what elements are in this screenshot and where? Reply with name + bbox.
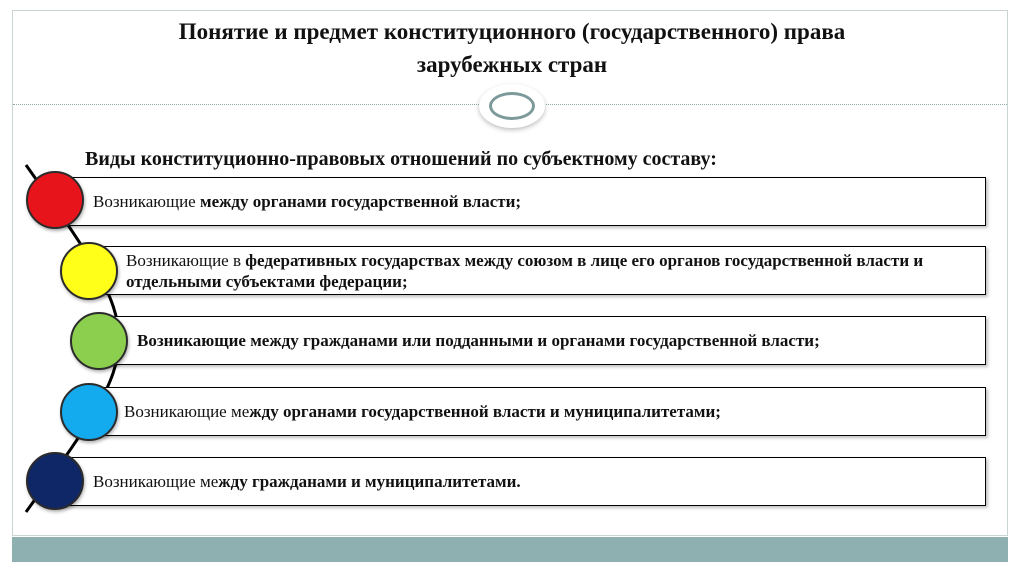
yellow-circle-marker [60,242,118,300]
list-item-5 [44,457,986,506]
list-item-1-lead: Возникающие [93,192,200,211]
navy-circle-marker [26,452,84,510]
list-item-3-rest: Возникающие между гражданами или подданными и органами государственной власти; [137,331,820,350]
list-item-5-rest: жду гражданами и муниципалитетами. [218,472,521,491]
green-circle-marker [70,312,128,370]
list-item-5-text [93,471,521,492]
list-item-1-rest: между органами государственной власти; [199,192,522,211]
list-item-1-text [93,191,521,212]
red-circle-marker [26,171,84,229]
diagram-heading: Виды конституционно-правовых отношений по субъектному составу: [85,148,717,170]
list-item-3 [92,316,986,365]
list-item-3-text [137,330,820,351]
list-item-4-rest: жду органами государственной власти и муниципалитетами; [249,402,721,421]
list-item-2-text [126,250,985,292]
list-item-2-lead: Возникающие в [126,250,246,270]
ring-ornament-inner [489,92,535,120]
slide-title-line-2: зарубежных стран [416,52,608,77]
list-item-5-lead: Возникающие ме [93,472,219,491]
footer-band [12,537,1008,562]
list-item-1 [44,177,986,226]
list-item-2 [78,246,986,295]
list-item-2-rest: федеративных государствах между союзом в лице его органов государственной власти и отдельными субъектами федерации; [126,250,924,291]
ring-ornament-icon [479,84,545,128]
slide-title [0,15,1024,81]
list-item-4-text [124,401,721,422]
list-item-4 [78,387,986,436]
blue-circle-marker [60,383,118,441]
list-item-4-lead: Возникающие ме [124,402,250,421]
slide-title-line-1: Понятие и предмет конституционного (государственного) права [178,19,846,44]
